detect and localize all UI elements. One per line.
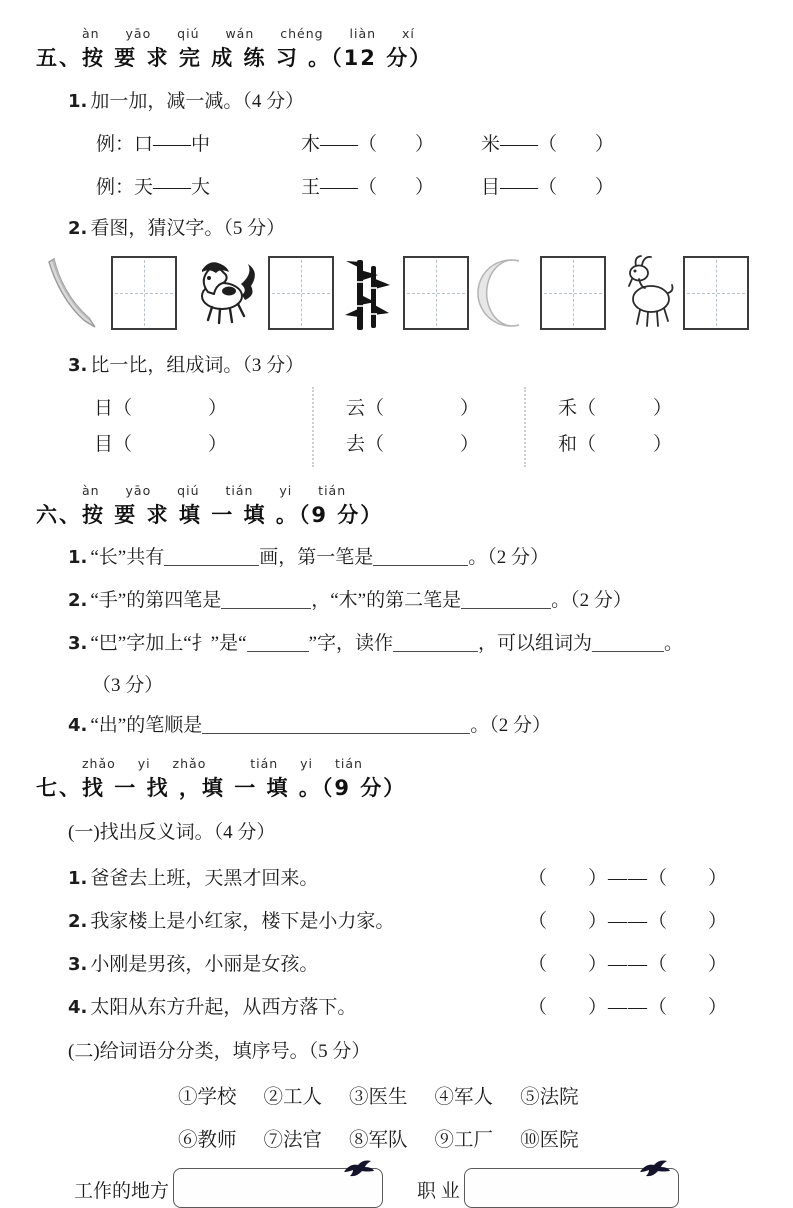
question-title: 加一加，减一减。（4 分）	[90, 91, 305, 112]
fill-blank	[373, 548, 468, 566]
picture-group-goat	[614, 255, 753, 331]
bird-icon	[342, 1160, 376, 1178]
fill-blank	[202, 716, 470, 734]
character-writing-box	[403, 256, 469, 330]
fill-blank	[164, 548, 259, 566]
question-text: 。（2 分）	[551, 590, 632, 611]
item-text: 小刚是男孩，小丽是女孩。	[90, 954, 319, 975]
word-option: ⑦法官	[263, 1130, 323, 1151]
horse-image	[185, 256, 261, 330]
item-number: 4.	[68, 997, 88, 1018]
question-number: 1.	[68, 91, 88, 112]
question-text: ，可以组词为	[477, 633, 592, 654]
picture-group-bamboo	[342, 254, 473, 332]
question-text: “巴”字加上“扌”是“	[90, 633, 247, 654]
word-option: ④军人	[434, 1087, 494, 1108]
question-6-3-score: （3 分）	[92, 675, 164, 696]
sentence	[68, 992, 528, 1019]
item-text: 爸爸去上班，天黑才回来。	[90, 868, 319, 889]
word-fill: 禾（ ）	[558, 398, 673, 419]
sentence	[68, 949, 528, 976]
item-number: 2.	[68, 911, 88, 932]
question-number: 2.	[68, 590, 88, 611]
section7-pinyin: zhǎo yi zhǎo tián yi tián	[82, 756, 363, 771]
question-5-2	[68, 213, 743, 240]
fill-blank	[393, 634, 478, 652]
fill-blank	[247, 634, 309, 652]
word-option: ⑥教师	[178, 1130, 237, 1151]
word-option: ⑤法院	[520, 1087, 579, 1108]
picture-group-moon	[477, 255, 610, 331]
compare-column-1	[94, 387, 312, 467]
question-text: 。（2 分）	[470, 715, 552, 736]
question-text: “长”共有	[90, 547, 165, 568]
example-cell: 例：口——中	[96, 134, 211, 155]
word-fill: 日（ ）	[94, 398, 228, 419]
fill-blank	[461, 591, 551, 609]
goat-image	[614, 255, 676, 331]
question-number: 2.	[68, 218, 88, 239]
compare-column-2	[312, 387, 524, 467]
picture-guess-row	[42, 254, 743, 332]
item-number: 3.	[68, 954, 88, 975]
question-number: 3.	[68, 355, 88, 376]
section7-heading: 七、找 一 找 ，填 一 填 。（9 分）	[36, 776, 407, 800]
character-writing-box	[111, 256, 177, 330]
section6-heading: 六、按 要 求 填 一 填 。（9 分）	[36, 503, 384, 527]
word-fill: 云（ ）	[346, 398, 480, 419]
job-answer-box	[464, 1168, 679, 1208]
compare-column-3	[524, 387, 714, 467]
picture-group-horse	[185, 256, 338, 330]
word-option: ⑧军队	[349, 1130, 408, 1151]
word-fill: 目（ ）	[94, 434, 228, 455]
workplace-label: 工作的地方	[74, 1181, 170, 1202]
fill-blank	[592, 634, 664, 652]
knife-image	[42, 255, 104, 331]
section5-pinyin: àn yāo qiú wán chéng liàn xí	[82, 26, 415, 41]
sentence	[68, 863, 528, 890]
part1-title: (一)找出反义词。（4 分）	[68, 822, 276, 843]
antonym-item-2	[68, 906, 743, 933]
question-title: 看图，猜汉字。（5 分）	[90, 218, 286, 239]
antonym-answer-brackets: （ ）——（ ）	[528, 911, 729, 932]
section5-heading: 五、按 要 求 完 成 练 习 。（12 分）	[36, 46, 433, 70]
part2-title: (二)给词语分分类，填序号。（5 分）	[68, 1041, 371, 1062]
question-number: 4.	[68, 715, 88, 736]
example-cell: 例：天——大	[96, 177, 211, 198]
question-5-3	[68, 350, 743, 377]
classification-answer-row	[74, 1168, 743, 1208]
word-option: ⑨工厂	[434, 1130, 494, 1151]
fill-cell: 木——（ ）	[301, 134, 435, 155]
character-writing-box	[268, 256, 334, 330]
question-6-4	[68, 712, 743, 740]
job-label: 职 业	[417, 1181, 460, 1202]
bird-icon	[638, 1160, 672, 1178]
question-6-3	[68, 630, 743, 658]
question-text: 。（2 分）	[468, 547, 550, 568]
picture-group-knife	[42, 255, 181, 331]
compare-words-grid	[94, 387, 743, 467]
item-number: 1.	[68, 868, 88, 889]
item-text: 我家楼上是小红家，楼下是小力家。	[90, 911, 395, 932]
word-list-row-1	[178, 1081, 743, 1109]
question-6-2	[68, 587, 743, 615]
question-text: ”字，读作	[308, 633, 393, 654]
antonym-answer-brackets: （ ）——（ ）	[528, 868, 729, 889]
moon-image	[477, 255, 533, 331]
word-option: ②工人	[263, 1087, 323, 1108]
item-text: 太阳从东方升起，从西方落下。	[90, 997, 357, 1018]
sentence	[68, 906, 528, 933]
fill-cell: 目——（ ）	[481, 177, 615, 198]
question-number: 3.	[68, 633, 88, 654]
word-option: ③医生	[349, 1087, 408, 1108]
fill-blank	[221, 591, 311, 609]
fill-cell: 王——（ ）	[301, 177, 435, 198]
antonym-item-3	[68, 949, 743, 976]
question-6-1	[68, 544, 743, 572]
character-writing-box	[540, 256, 606, 330]
question-title: 比一比，组成词。（3 分）	[90, 355, 305, 376]
antonym-answer-brackets: （ ）——（ ）	[528, 997, 729, 1018]
word-fill: 和（ ）	[558, 434, 673, 455]
word-fill: 去（ ）	[346, 434, 480, 455]
antonym-items	[36, 863, 743, 1019]
question-text: 画，第一笔是	[259, 547, 374, 568]
question-text: ，“木”的第二笔是	[311, 590, 462, 611]
antonym-answer-brackets: （ ）——（ ）	[528, 954, 729, 975]
question-text: 。	[664, 633, 684, 654]
add-subtract-row-2	[96, 172, 743, 199]
antonym-item-1	[68, 863, 743, 890]
bamboo-image	[342, 254, 396, 332]
word-list-row-2	[178, 1124, 743, 1152]
question-text: “出”的笔顺是	[90, 715, 203, 736]
add-subtract-row-1	[96, 129, 743, 156]
question-5-1	[68, 86, 743, 113]
word-option: ①学校	[178, 1087, 237, 1108]
antonym-item-4	[68, 992, 743, 1019]
question-number: 1.	[68, 547, 88, 568]
section6-pinyin: àn yāo qiú tián yi tián	[82, 483, 347, 498]
fill-cell: 米——（ ）	[481, 134, 615, 155]
character-writing-box	[683, 256, 749, 330]
word-option: ⑩医院	[520, 1130, 579, 1151]
workplace-answer-box	[173, 1168, 383, 1208]
question-text: “手”的第四笔是	[90, 590, 222, 611]
